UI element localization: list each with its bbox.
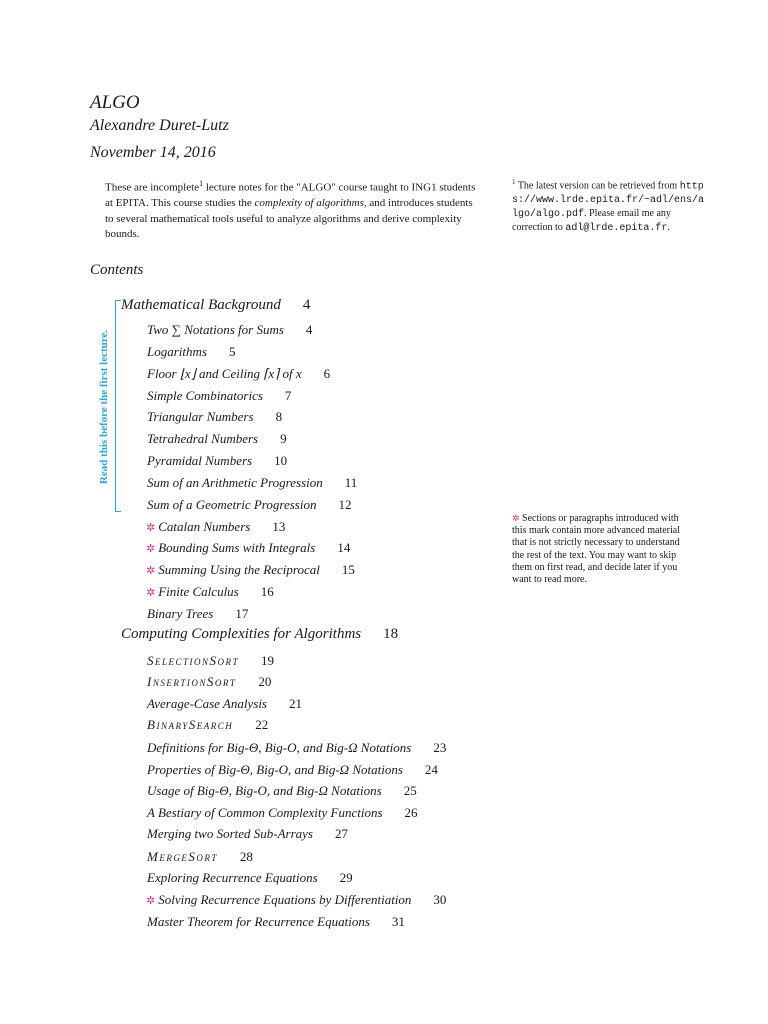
toc-entry-title: Sum of a Geometric Progression — [147, 497, 317, 512]
toc-entry-title: MergeSort — [147, 849, 218, 864]
toc-entry-title: Catalan Numbers — [158, 519, 251, 534]
toc-entry-title: InsertionSort — [147, 674, 237, 689]
toc-entry-page: 24 — [424, 762, 438, 777]
toc-subsection-entry[interactable] — [146, 519, 285, 535]
toc-entry-page: 8 — [275, 409, 283, 424]
star-icon: ✲ — [512, 513, 520, 523]
toc-entry-page: 23 — [433, 740, 447, 755]
toc-entry-page: 12 — [338, 497, 352, 512]
toc-entry-page: 5 — [228, 344, 236, 359]
toc-entry-title: Binary Trees — [147, 606, 214, 621]
toc-subsection-entry[interactable] — [147, 453, 287, 469]
toc-subsection-entry[interactable] — [147, 431, 287, 447]
toc-entry-title: Mathematical Background — [121, 297, 281, 313]
toc-entry-title: Two ∑ Notations for Sums — [147, 322, 284, 337]
footnote-text-1: The latest version can be retrieved from — [515, 180, 680, 192]
toc-subsection-entry[interactable] — [147, 762, 438, 778]
toc-subsection-entry[interactable] — [147, 870, 353, 886]
toc-subsection-entry[interactable] — [147, 497, 351, 513]
document-date: November 14, 2016 — [90, 144, 216, 161]
footnote — [512, 176, 707, 235]
toc-subsection-entry[interactable] — [147, 388, 291, 404]
toc-section-entry[interactable] — [121, 297, 310, 314]
toc-entry-page: 4 — [305, 322, 313, 337]
toc-subsection-entry[interactable] — [147, 696, 302, 712]
star-icon: ✲ — [146, 543, 156, 555]
toc-entry-title: Solving Recurrence Equations by Differentiation — [158, 892, 412, 907]
abstract-emphasis: complexity of algorithms — [254, 197, 364, 210]
footnote-text-2: . Please email me any correction to — [512, 208, 671, 234]
toc-entry-title: Exploring Recurrence Equations — [147, 870, 318, 885]
toc-entry-page: 4 — [302, 297, 311, 313]
toc-entry-title: A Bestiary of Common Complexity Functions — [147, 805, 383, 820]
toc-entry-title: Definitions for Big-Θ, Big-O, and Big-Ω Notations — [147, 740, 412, 755]
toc-subsection-entry[interactable] — [147, 805, 418, 821]
toc-subsection-entry[interactable] — [147, 914, 405, 930]
toc-entry-title: Triangular Numbers — [147, 409, 254, 424]
toc-entry-page: 27 — [334, 826, 348, 841]
footnote-text-3: . — [667, 222, 670, 234]
toc-subsection-entry[interactable] — [147, 740, 446, 756]
toc-subsection-entry[interactable] — [147, 366, 330, 382]
toc-entry-title: Sum of an Arithmetic Progression — [147, 475, 323, 490]
toc-entry-title: Average-Case Analysis — [147, 696, 267, 711]
star-icon: ✲ — [146, 565, 156, 577]
toc-entry-page: 10 — [274, 453, 288, 468]
toc-entry-page: 29 — [339, 870, 353, 885]
document-title: ALGO — [90, 92, 140, 113]
toc-subsection-entry[interactable] — [147, 322, 312, 338]
toc-subsection-entry[interactable] — [147, 606, 248, 622]
toc-entry-page: 25 — [403, 783, 417, 798]
toc-entry-page: 31 — [391, 914, 405, 929]
toc-entry-title: Finite Calculus — [158, 584, 239, 599]
toc-entry-page: 7 — [284, 388, 292, 403]
footnote-reference[interactable]: 1 — [199, 179, 204, 188]
toc-entry-page: 30 — [433, 892, 447, 907]
toc-entry-title: Floor ⌊x⌋ and Ceiling ⌈x⌉ of x — [147, 366, 302, 381]
toc-entry-page: 20 — [258, 674, 272, 689]
toc-entry-title: Properties of Big-Θ, Big-O, and Big-Ω Notations — [147, 762, 403, 777]
read-first-note: Read this before the first lecture. — [98, 329, 110, 485]
abstract-paragraph — [105, 176, 480, 243]
toc-subsection-entry[interactable] — [146, 562, 355, 578]
toc-subsection-entry[interactable] — [147, 409, 282, 425]
abstract-text-1: These are incomplete — [105, 181, 200, 194]
toc-entry-title: SelectionSort — [147, 653, 240, 668]
toc-entry-title: Merging two Sorted Sub-Arrays — [147, 826, 313, 841]
star-icon: ✲ — [146, 587, 156, 599]
toc-entry-page: 9 — [280, 431, 287, 446]
toc-entry-page: 19 — [261, 653, 275, 668]
toc-entry-title: Pyramidal Numbers — [147, 453, 253, 468]
toc-entry-page: 13 — [272, 519, 286, 534]
toc-entry-title: Logarithms — [147, 344, 207, 359]
toc-subsection-entry[interactable] — [147, 653, 274, 669]
footnote-mark: 1 — [512, 178, 516, 186]
toc-subsection-entry[interactable] — [146, 892, 446, 908]
toc-subsection-entry[interactable] — [147, 849, 253, 865]
toc-subsection-entry[interactable] — [146, 540, 350, 556]
star-icon: ✲ — [146, 895, 156, 907]
toc-entry-page: 11 — [344, 475, 358, 490]
toc-subsection-entry[interactable] — [147, 344, 235, 360]
toc-subsection-entry[interactable] — [147, 783, 417, 799]
toc-entry-title: Summing Using the Reciprocal — [158, 562, 320, 577]
toc-entry-title: Computing Complexities for Algorithms — [121, 626, 362, 642]
toc-entry-page: 18 — [383, 626, 399, 642]
advanced-mark-note — [512, 512, 694, 586]
toc-entry-page: 14 — [337, 540, 351, 555]
document-author: Alexandre Duret-Lutz — [90, 117, 229, 134]
toc-entry-title: Usage of Big-Θ, Big-O, and Big-Ω Notations — [147, 783, 382, 798]
toc-entry-title: Tetrahedral Numbers — [147, 431, 259, 446]
toc-entry-page: 15 — [341, 562, 355, 577]
toc-subsection-entry[interactable] — [147, 826, 348, 842]
toc-entry-title: Simple Combinatorics — [147, 388, 263, 403]
toc-entry-page: 26 — [404, 805, 418, 820]
toc-entry-page: 22 — [255, 717, 269, 732]
toc-entry-page: 6 — [323, 366, 331, 381]
toc-entry-title: Master Theorem for Recurrence Equations — [147, 914, 370, 929]
abstract-text-3: , and introduces students to several mathematical tools useful to analyze algorithms and derive complexity bounds. — [105, 197, 473, 241]
toc-entry-page: 17 — [235, 606, 249, 621]
toc-subsection-entry[interactable] — [147, 674, 271, 690]
footnote-email-link[interactable]: adl@lrde.epita.fr — [565, 223, 668, 235]
toc-entry-page: 21 — [289, 696, 302, 711]
toc-entry-title: BinarySearch — [147, 717, 234, 732]
toc-subsection-entry[interactable] — [146, 584, 274, 600]
toc-entry-page: 16 — [260, 584, 274, 599]
advanced-mark-note-text: Sections or paragraphs introduced with this mark contain more advanced material that is not strictly necessary to understand the rest of the text. You may want to skip them on first read, and decide later if you want to read more. — [512, 513, 680, 586]
toc-subsection-entry[interactable] — [147, 717, 268, 733]
contents-heading: Contents — [90, 262, 144, 278]
read-first-bracket — [115, 300, 121, 512]
toc-subsection-entry[interactable] — [147, 475, 357, 491]
footnote-url-link[interactable]: https://www.lrde.epita.fr/~adl/ens/algo/algo.pdf — [512, 181, 705, 221]
star-icon: ✲ — [146, 522, 156, 534]
toc-section-entry[interactable] — [121, 626, 398, 643]
toc-entry-title: Bounding Sums with Integrals — [158, 540, 316, 555]
toc-entry-page: 28 — [239, 849, 253, 864]
abstract-text-2: lecture notes for the "ALGO" course taught to ING1 students at EPITA. This course studies the — [105, 181, 476, 210]
